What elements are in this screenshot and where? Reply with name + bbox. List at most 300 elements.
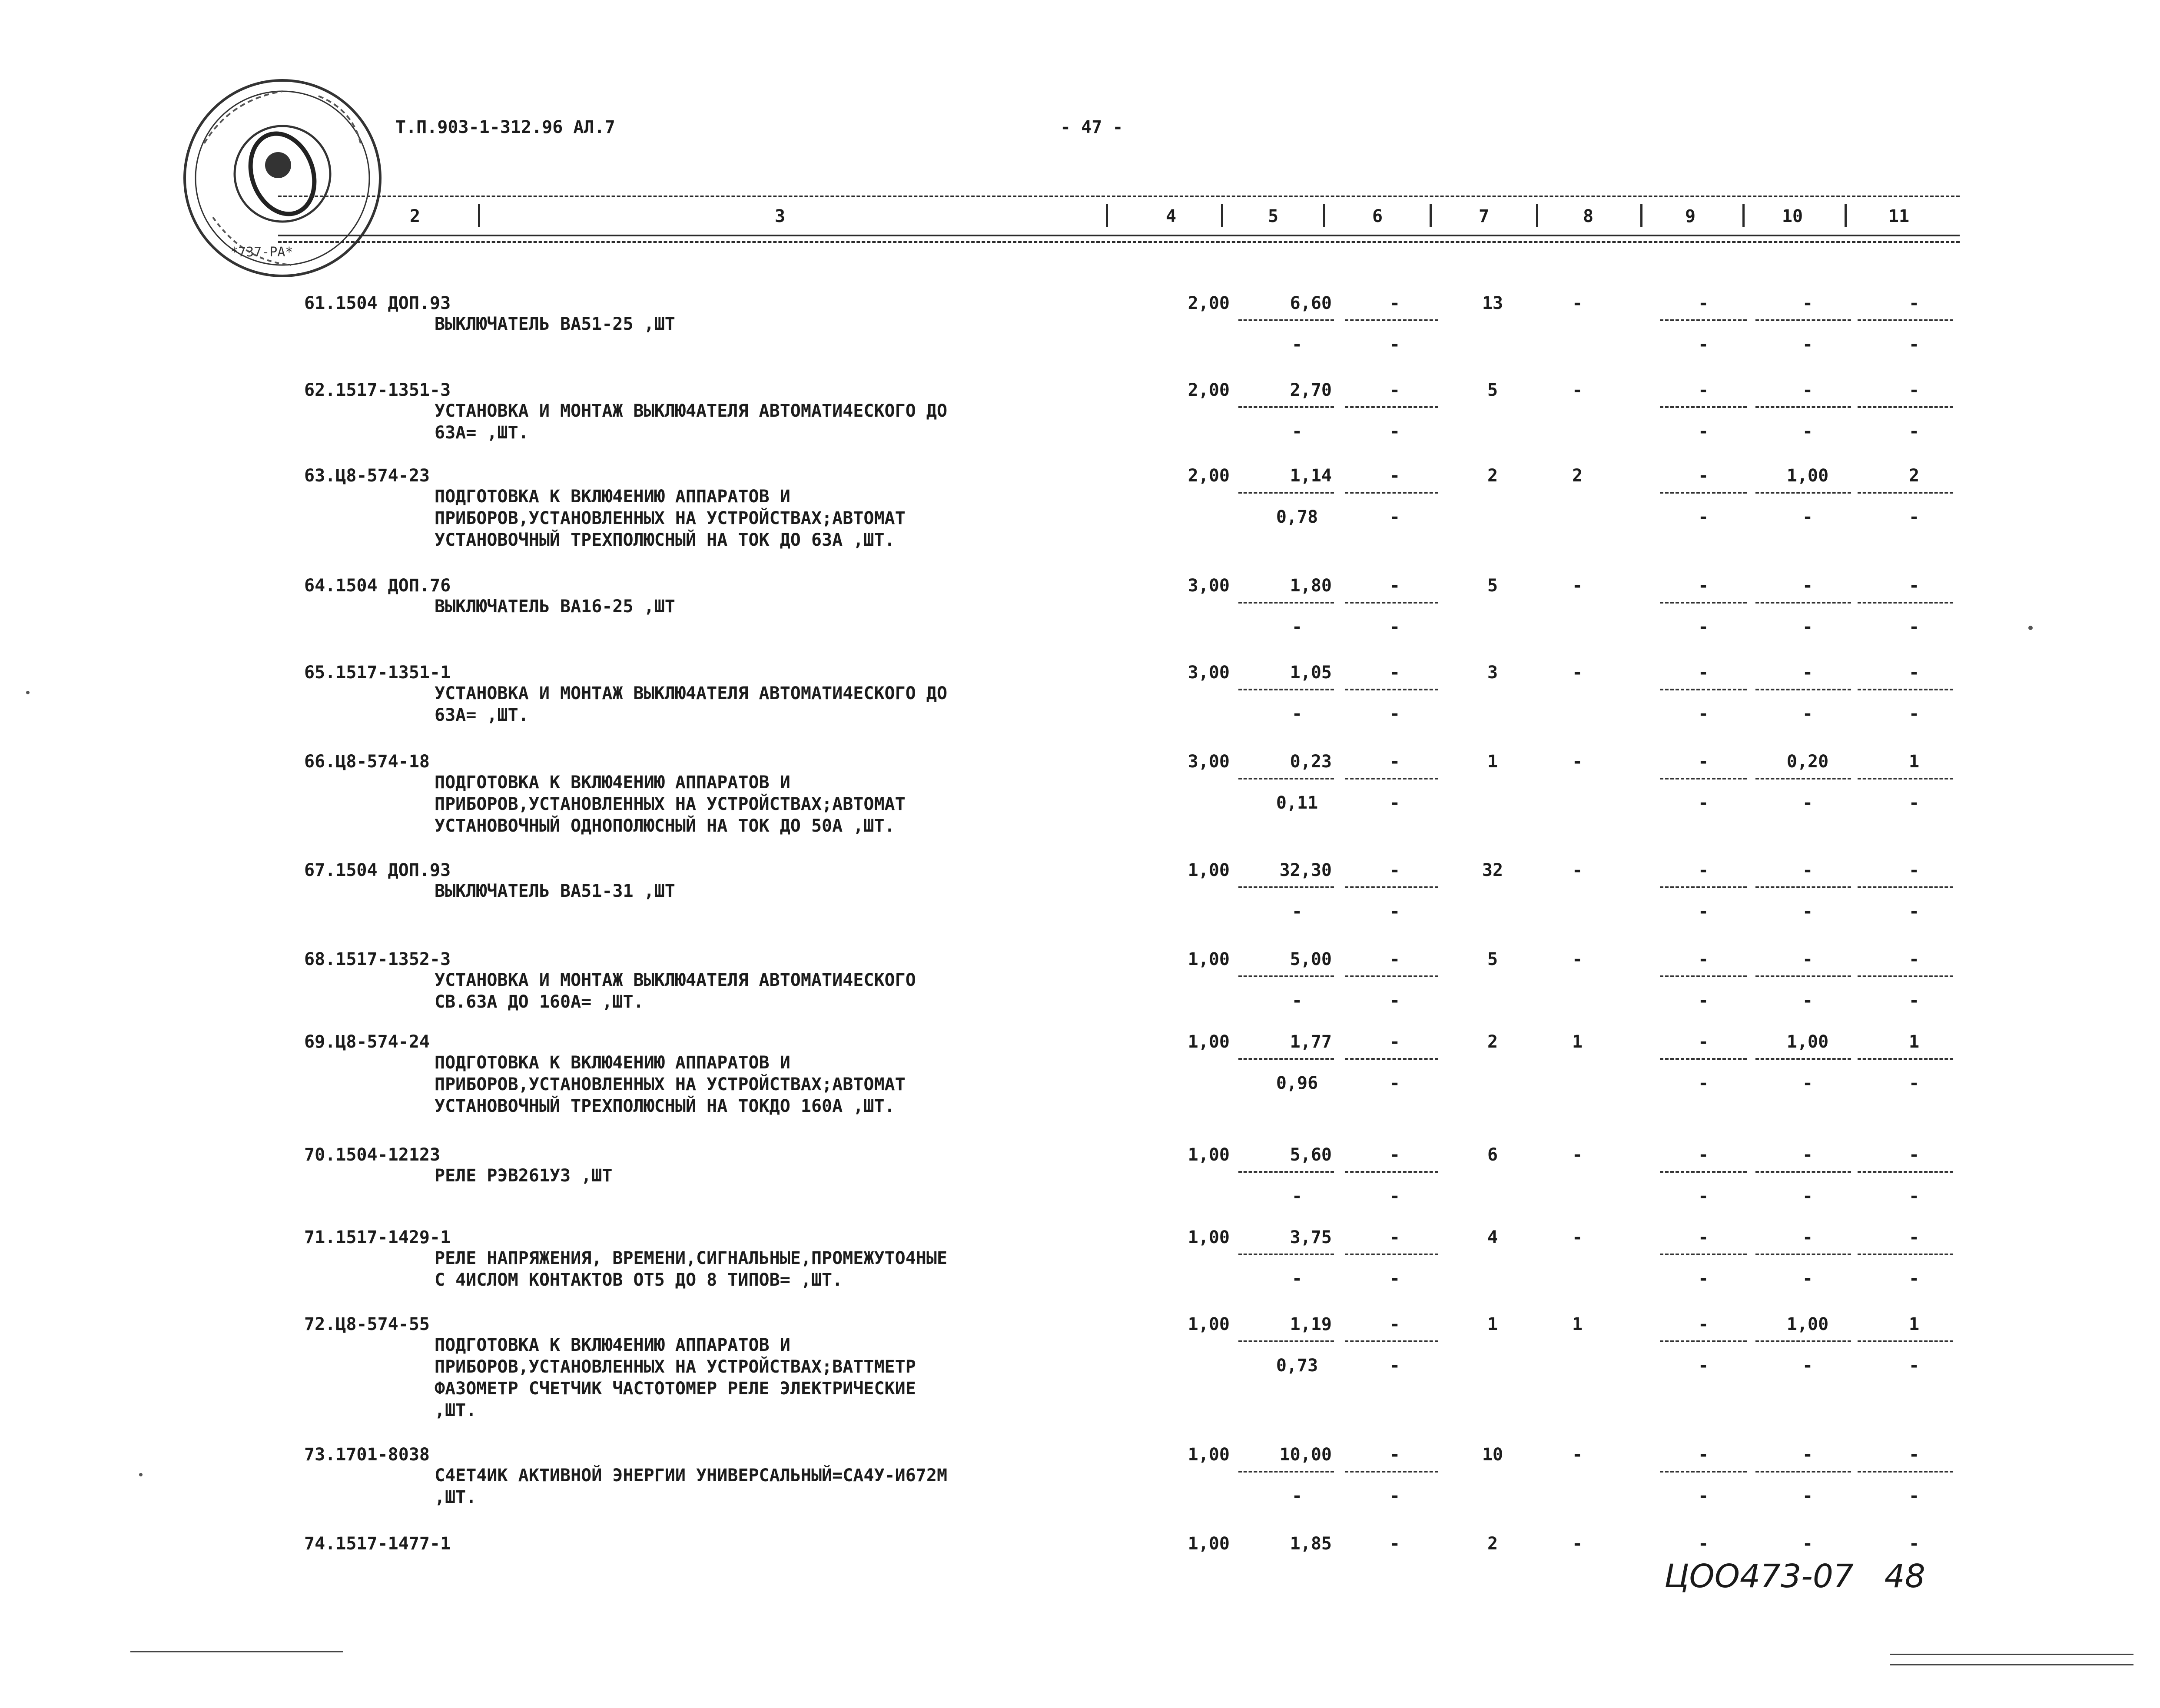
fraction-line bbox=[1238, 406, 1334, 408]
column-header-8: 8 bbox=[1583, 206, 1594, 226]
cell-col-6-top: - bbox=[1389, 380, 1400, 400]
cell-col-4: 1,00 bbox=[1188, 1145, 1230, 1165]
description-line: УСТАНОВКА И МОНТАЖ ВЫКЛЮ4АТЕЛЯ АВТОМАТИ4ЕСКОГО bbox=[435, 970, 916, 990]
column-separator bbox=[1430, 204, 1432, 227]
fraction-line bbox=[1345, 886, 1438, 888]
cell-col-11-bottom: - bbox=[1908, 793, 1920, 813]
cell-col-9-top: - bbox=[1698, 663, 1709, 683]
description-line: 63А= ,ШТ. bbox=[435, 705, 529, 725]
column-separator bbox=[1536, 204, 1538, 227]
cell-col-8: 1 bbox=[1572, 1314, 1583, 1334]
handwritten-archive-number: ЦОО473-07 48 bbox=[1664, 1558, 1925, 1595]
cell-col-6-top: - bbox=[1389, 1314, 1400, 1334]
item-code: 72.Ц8-574-55 bbox=[304, 1314, 430, 1334]
fraction-line bbox=[1660, 1171, 1747, 1173]
cell-col-6-top: - bbox=[1389, 752, 1400, 772]
fraction-line bbox=[1238, 975, 1334, 977]
cell-col-11-top: 1 bbox=[1908, 752, 1920, 772]
item-description bbox=[435, 880, 675, 902]
cell-col-9-top: - bbox=[1698, 293, 1709, 313]
item-description bbox=[435, 486, 906, 551]
cell-col-5-top: 1,14 bbox=[1290, 466, 1332, 486]
page-number: - 47 - bbox=[1060, 117, 1123, 137]
cell-col-4: 1,00 bbox=[1188, 1445, 1230, 1465]
cell-col-11-bottom: - bbox=[1908, 991, 1920, 1011]
cell-col-6-top: - bbox=[1389, 1534, 1400, 1554]
cell-col-11-bottom: - bbox=[1908, 1073, 1920, 1093]
cell-col-4: 1,00 bbox=[1188, 1032, 1230, 1052]
description-line: ПРИБОРОВ,УСТАНОВЛЕННЫХ НА УСТРОЙСТВАХ;АВТОМАТ bbox=[435, 508, 906, 528]
cell-col-6-top: - bbox=[1389, 860, 1400, 880]
item-description bbox=[435, 313, 675, 335]
description-line: ВЫКЛЮЧАТЕЛЬ ВА16-25 ,ШТ bbox=[435, 597, 675, 617]
column-separator bbox=[1640, 204, 1642, 227]
cell-col-9-top: - bbox=[1698, 576, 1709, 596]
cell-col-11-top: 2 bbox=[1908, 466, 1920, 486]
fraction-line bbox=[1858, 886, 1953, 888]
description-line: УСТАНОВОЧНЫЙ ТРЕХПОЛЮСНЫЙ НА ТОКДО 160А ,ШТ. bbox=[435, 1096, 895, 1116]
cell-col-11-top: - bbox=[1908, 1445, 1920, 1465]
fraction-line bbox=[1755, 406, 1851, 408]
cell-col-5-top: 1,85 bbox=[1290, 1534, 1332, 1554]
item-code: 74.1517-1477-1 bbox=[304, 1534, 451, 1554]
cell-col-9-bottom: - bbox=[1698, 507, 1709, 527]
cell-col-7: 10 bbox=[1482, 1445, 1503, 1465]
fraction-line bbox=[1660, 492, 1747, 494]
fraction-line bbox=[1660, 1254, 1747, 1255]
cell-col-6-bottom: - bbox=[1389, 421, 1400, 441]
cell-col-5-top: 0,23 bbox=[1290, 752, 1332, 772]
cell-col-10-top: - bbox=[1802, 576, 1813, 596]
description-line: 63А= ,ШТ. bbox=[435, 423, 529, 443]
cell-col-7: 4 bbox=[1487, 1227, 1498, 1247]
cell-col-5-bottom: 0,78 bbox=[1276, 507, 1318, 527]
cell-col-8: - bbox=[1572, 293, 1583, 313]
cell-col-9-top: - bbox=[1698, 860, 1709, 880]
fraction-line bbox=[1660, 602, 1747, 604]
cell-col-7: 13 bbox=[1482, 293, 1503, 313]
cell-col-9-bottom: - bbox=[1698, 793, 1709, 813]
cell-col-11-top: - bbox=[1908, 949, 1920, 969]
cell-col-11-top: 1 bbox=[1908, 1032, 1920, 1052]
fraction-line bbox=[1858, 1254, 1953, 1255]
description-line: ФАЗОМЕТР СЧЕТЧИК ЧАСТОТОМЕР РЕЛЕ ЭЛЕКТРИЧЕСКИЕ bbox=[435, 1379, 916, 1399]
description-line: ,ШТ. bbox=[435, 1400, 477, 1420]
description-line: УСТАНОВОЧНЫЙ ОДНОПОЛЮСНЫЙ НА ТОК ДО 50А ,ШТ. bbox=[435, 816, 895, 836]
cell-col-10-top: - bbox=[1802, 663, 1813, 683]
cell-col-6-top: - bbox=[1389, 949, 1400, 969]
item-description bbox=[435, 1465, 947, 1508]
scan-speck bbox=[2028, 626, 2033, 630]
cell-col-5-top: 1,19 bbox=[1290, 1314, 1332, 1334]
scan-line bbox=[1890, 1654, 2133, 1655]
description-line: ,ШТ. bbox=[435, 1487, 477, 1507]
item-description bbox=[435, 1052, 906, 1117]
cell-col-10-bottom: - bbox=[1802, 991, 1813, 1011]
fraction-line bbox=[1858, 602, 1953, 604]
cell-col-7: 2 bbox=[1487, 466, 1498, 486]
cell-col-7: 2 bbox=[1487, 1032, 1498, 1052]
item-code: 64.1504 ДОП.76 bbox=[304, 576, 451, 596]
cell-col-10-bottom: - bbox=[1802, 617, 1813, 637]
cell-col-9-top: - bbox=[1698, 1032, 1709, 1052]
cell-col-9-top: - bbox=[1698, 1314, 1709, 1334]
cell-col-5-top: 6,60 bbox=[1290, 293, 1332, 313]
cell-col-11-top: - bbox=[1908, 1534, 1920, 1554]
cell-col-6-bottom: - bbox=[1389, 793, 1400, 813]
cell-col-4: 2,00 bbox=[1188, 293, 1230, 313]
cell-col-11-bottom: - bbox=[1908, 1356, 1920, 1376]
description-line: ВЫКЛЮЧАТЕЛЬ ВА51-31 ,ШТ bbox=[435, 881, 675, 901]
cell-col-11-bottom: - bbox=[1908, 704, 1920, 724]
svg-text:*737-РА*: *737-РА* bbox=[230, 245, 293, 260]
cell-col-6-top: - bbox=[1389, 1032, 1400, 1052]
cell-col-4: 1,00 bbox=[1188, 1534, 1230, 1554]
cell-col-10-bottom: - bbox=[1802, 793, 1813, 813]
column-header-2: 2 bbox=[409, 206, 421, 226]
fraction-line bbox=[1755, 492, 1851, 494]
column-separator bbox=[1106, 204, 1108, 227]
cell-col-8: - bbox=[1572, 1445, 1583, 1465]
description-line: ПОДГОТОВКА К ВКЛЮ4ЕНИЮ АППАРАТОВ И bbox=[435, 1053, 790, 1073]
cell-col-5-top: 2,70 bbox=[1290, 380, 1332, 400]
fraction-line bbox=[1238, 689, 1334, 690]
cell-col-5-top: 1,05 bbox=[1290, 663, 1332, 683]
fraction-line bbox=[1858, 1340, 1953, 1342]
cell-col-10-top: 0,20 bbox=[1786, 752, 1829, 772]
cell-col-10-top: - bbox=[1802, 380, 1813, 400]
cell-col-6-bottom: - bbox=[1389, 335, 1400, 355]
cell-col-10-bottom: - bbox=[1802, 1186, 1813, 1206]
fraction-line bbox=[1345, 1171, 1438, 1173]
cell-col-7: 3 bbox=[1487, 663, 1498, 683]
cell-col-4: 3,00 bbox=[1188, 663, 1230, 683]
cell-col-10-top: - bbox=[1802, 293, 1813, 313]
fraction-line bbox=[1660, 1058, 1747, 1060]
cell-col-10-top: - bbox=[1802, 1227, 1813, 1247]
cell-col-5-bottom: - bbox=[1291, 1486, 1303, 1506]
round-stamp-icon bbox=[178, 74, 387, 282]
cell-col-8: - bbox=[1572, 576, 1583, 596]
cell-col-4: 1,00 bbox=[1188, 949, 1230, 969]
cell-col-10-bottom: - bbox=[1802, 704, 1813, 724]
column-separator bbox=[1323, 204, 1325, 227]
cell-col-10-bottom: - bbox=[1802, 1486, 1813, 1506]
cell-col-11-bottom: - bbox=[1908, 1486, 1920, 1506]
cell-col-7: 1 bbox=[1487, 1314, 1498, 1334]
document-reference: Т.П.903-1-312.96 АЛ.7 bbox=[395, 117, 615, 137]
fraction-line bbox=[1345, 778, 1438, 779]
cell-col-10-bottom: - bbox=[1802, 1073, 1813, 1093]
cell-col-9-top: - bbox=[1698, 1534, 1709, 1554]
cell-col-5-top: 32,30 bbox=[1279, 860, 1332, 880]
cell-col-11-top: 1 bbox=[1908, 1314, 1920, 1334]
item-description bbox=[435, 1247, 947, 1291]
cell-col-5-top: 10,00 bbox=[1279, 1445, 1332, 1465]
cell-col-4: 1,00 bbox=[1188, 860, 1230, 880]
item-code: 63.Ц8-574-23 bbox=[304, 466, 430, 486]
description-line: ПОДГОТОВКА К ВКЛЮ4ЕНИЮ АППАРАТОВ И bbox=[435, 1335, 790, 1355]
cell-col-11-bottom: - bbox=[1908, 335, 1920, 355]
cell-col-10-top: - bbox=[1802, 860, 1813, 880]
description-line: УСТАНОВКА И МОНТАЖ ВЫКЛЮ4АТЕЛЯ АВТОМАТИ4ЕСКОГО ДО bbox=[435, 401, 948, 421]
cell-col-11-top: - bbox=[1908, 576, 1920, 596]
cell-col-5-bottom: - bbox=[1291, 1186, 1303, 1206]
fraction-line bbox=[1858, 1171, 1953, 1173]
cell-col-6-bottom: - bbox=[1389, 1356, 1400, 1376]
description-line: ПОДГОТОВКА К ВКЛЮ4ЕНИЮ АППАРАТОВ И bbox=[435, 773, 790, 793]
item-code: 73.1701-8038 bbox=[304, 1445, 430, 1465]
cell-col-11-bottom: - bbox=[1908, 617, 1920, 637]
item-description bbox=[435, 1165, 612, 1187]
item-code: 66.Ц8-574-18 bbox=[304, 752, 430, 772]
cell-col-9-top: - bbox=[1698, 466, 1709, 486]
fraction-line bbox=[1755, 1471, 1851, 1473]
item-code: 62.1517-1351-3 bbox=[304, 380, 451, 400]
fraction-line bbox=[1755, 975, 1851, 977]
cell-col-6-bottom: - bbox=[1389, 617, 1400, 637]
column-header-3: 3 bbox=[774, 206, 786, 226]
cell-col-9-bottom: - bbox=[1698, 1073, 1709, 1093]
scan-line bbox=[130, 1651, 343, 1652]
column-header-10: 10 bbox=[1782, 206, 1803, 226]
description-line: ПРИБОРОВ,УСТАНОВЛЕННЫХ НА УСТРОЙСТВАХ;АВТОМАТ bbox=[435, 794, 906, 814]
cell-col-6-top: - bbox=[1389, 1227, 1400, 1247]
fraction-line bbox=[1858, 406, 1953, 408]
cell-col-9-top: - bbox=[1698, 1445, 1709, 1465]
cell-col-5-bottom: - bbox=[1291, 421, 1303, 441]
cell-col-7: 1 bbox=[1487, 752, 1498, 772]
fraction-line bbox=[1238, 1254, 1334, 1255]
fraction-line bbox=[1345, 602, 1438, 604]
cell-col-8: - bbox=[1572, 949, 1583, 969]
cell-col-10-bottom: - bbox=[1802, 421, 1813, 441]
column-header-7: 7 bbox=[1478, 206, 1490, 226]
cell-col-10-bottom: - bbox=[1802, 507, 1813, 527]
cell-col-11-top: - bbox=[1908, 860, 1920, 880]
cell-col-5-bottom: - bbox=[1291, 704, 1303, 724]
cell-col-5-bottom: - bbox=[1291, 335, 1303, 355]
fraction-line bbox=[1660, 319, 1747, 321]
cell-col-5-bottom: - bbox=[1291, 617, 1303, 637]
fraction-line bbox=[1345, 1254, 1438, 1255]
cell-col-11-top: - bbox=[1908, 293, 1920, 313]
fraction-line bbox=[1858, 1471, 1953, 1473]
cell-col-8: - bbox=[1572, 1227, 1583, 1247]
cell-col-7: 6 bbox=[1487, 1145, 1498, 1165]
cell-col-8: - bbox=[1572, 752, 1583, 772]
fraction-line bbox=[1238, 1340, 1334, 1342]
cell-col-9-top: - bbox=[1698, 1145, 1709, 1165]
cell-col-6-top: - bbox=[1389, 663, 1400, 683]
cell-col-10-top: - bbox=[1802, 1145, 1813, 1165]
fraction-line bbox=[1660, 1340, 1747, 1342]
fraction-line bbox=[1755, 1171, 1851, 1173]
cell-col-5-bottom: 0,96 bbox=[1276, 1073, 1318, 1093]
cell-col-4: 2,00 bbox=[1188, 380, 1230, 400]
cell-col-9-bottom: - bbox=[1698, 1356, 1709, 1376]
cell-col-11-bottom: - bbox=[1908, 1186, 1920, 1206]
cell-col-11-bottom: - bbox=[1908, 507, 1920, 527]
description-line: СВ.63А ДО 160А= ,ШТ. bbox=[435, 992, 644, 1012]
cell-col-7: 5 bbox=[1487, 576, 1498, 596]
description-line: РЕЛЕ РЭВ261У3 ,ШТ bbox=[435, 1166, 613, 1186]
header-rule-bottom bbox=[278, 235, 1960, 236]
cell-col-10-bottom: - bbox=[1802, 335, 1813, 355]
cell-col-5-top: 3,75 bbox=[1290, 1227, 1332, 1247]
cell-col-9-top: - bbox=[1698, 1227, 1709, 1247]
fraction-line bbox=[1345, 1058, 1438, 1060]
description-line: ПОДГОТОВКА К ВКЛЮ4ЕНИЮ АППАРАТОВ И bbox=[435, 487, 790, 507]
fraction-line bbox=[1858, 689, 1953, 690]
cell-col-10-top: - bbox=[1802, 949, 1813, 969]
cell-col-8: - bbox=[1572, 1534, 1583, 1554]
fraction-line bbox=[1755, 319, 1851, 321]
fraction-line bbox=[1238, 602, 1334, 604]
header-rule-top bbox=[278, 196, 1960, 197]
fraction-line bbox=[1858, 319, 1953, 321]
item-description bbox=[435, 1334, 916, 1421]
column-separator bbox=[1845, 204, 1847, 227]
cell-col-8: - bbox=[1572, 860, 1583, 880]
cell-col-6-bottom: - bbox=[1389, 1486, 1400, 1506]
cell-col-10-bottom: - bbox=[1802, 1269, 1813, 1289]
cell-col-9-bottom: - bbox=[1698, 421, 1709, 441]
cell-col-6-bottom: - bbox=[1389, 1073, 1400, 1093]
cell-col-11-bottom: - bbox=[1908, 421, 1920, 441]
cell-col-6-top: - bbox=[1389, 466, 1400, 486]
fraction-line bbox=[1345, 319, 1438, 321]
cell-col-5-top: 1,80 bbox=[1290, 576, 1332, 596]
cell-col-9-bottom: - bbox=[1698, 1486, 1709, 1506]
cell-col-5-bottom: - bbox=[1291, 991, 1303, 1011]
item-code: 67.1504 ДОП.93 bbox=[304, 860, 451, 880]
fraction-line bbox=[1660, 406, 1747, 408]
fraction-line bbox=[1858, 1058, 1953, 1060]
fraction-line bbox=[1345, 1471, 1438, 1473]
fraction-line bbox=[1660, 689, 1747, 690]
item-description bbox=[435, 400, 947, 444]
scan-speck bbox=[26, 691, 30, 694]
item-code: 65.1517-1351-1 bbox=[304, 663, 451, 683]
cell-col-10-bottom: - bbox=[1802, 1356, 1813, 1376]
column-separator bbox=[1221, 204, 1223, 227]
fraction-line bbox=[1238, 1171, 1334, 1173]
fraction-line bbox=[1238, 492, 1334, 494]
cell-col-9-top: - bbox=[1698, 949, 1709, 969]
column-header-4: 4 bbox=[1165, 206, 1177, 226]
cell-col-11-bottom: - bbox=[1908, 1269, 1920, 1289]
fraction-line bbox=[1858, 975, 1953, 977]
fraction-line bbox=[1238, 1471, 1334, 1473]
item-code: 68.1517-1352-3 bbox=[304, 949, 451, 969]
cell-col-4: 1,00 bbox=[1188, 1314, 1230, 1334]
cell-col-9-bottom: - bbox=[1698, 617, 1709, 637]
fraction-line bbox=[1238, 778, 1334, 779]
fraction-line bbox=[1755, 886, 1851, 888]
column-separator bbox=[478, 204, 480, 227]
cell-col-11-top: - bbox=[1908, 663, 1920, 683]
fraction-line bbox=[1755, 1254, 1851, 1255]
cell-col-5-top: 1,77 bbox=[1290, 1032, 1332, 1052]
cell-col-5-top: 5,60 bbox=[1290, 1145, 1332, 1165]
cell-col-4: 1,00 bbox=[1188, 1227, 1230, 1247]
fraction-line bbox=[1755, 689, 1851, 690]
description-line: С 4ИСЛОМ КОНТАКТОВ ОТ5 ДО 8 ТИПОВ= ,ШТ. bbox=[435, 1270, 843, 1290]
cell-col-6-top: - bbox=[1389, 1445, 1400, 1465]
description-line: РЕЛЕ НАПРЯЖЕНИЯ, ВРЕМЕНИ,СИГНАЛЬНЫЕ,ПРОМЕЖУТО4НЫЕ bbox=[435, 1248, 948, 1268]
cell-col-6-top: - bbox=[1389, 1145, 1400, 1165]
scan-speck bbox=[139, 1473, 143, 1476]
item-code: 70.1504-12123 bbox=[304, 1145, 441, 1165]
fraction-line bbox=[1755, 602, 1851, 604]
description-line: ПРИБОРОВ,УСТАНОВЛЕННЫХ НА УСТРОЙСТВАХ;ВАТТМЕТР bbox=[435, 1357, 916, 1377]
item-description bbox=[435, 596, 675, 617]
cell-col-9-bottom: - bbox=[1698, 1269, 1709, 1289]
cell-col-6-bottom: - bbox=[1389, 1186, 1400, 1206]
cell-col-5-top: 5,00 bbox=[1290, 949, 1332, 969]
fraction-line bbox=[1238, 1058, 1334, 1060]
fraction-line bbox=[1660, 886, 1747, 888]
cell-col-9-top: - bbox=[1698, 380, 1709, 400]
cell-col-5-bottom: - bbox=[1291, 902, 1303, 922]
cell-col-10-top: - bbox=[1802, 1534, 1813, 1554]
cell-col-8: - bbox=[1572, 1145, 1583, 1165]
cell-col-5-bottom: - bbox=[1291, 1269, 1303, 1289]
cell-col-8: - bbox=[1572, 380, 1583, 400]
cell-col-11-top: - bbox=[1908, 1227, 1920, 1247]
description-line: ПРИБОРОВ,УСТАНОВЛЕННЫХ НА УСТРОЙСТВАХ;АВТОМАТ bbox=[435, 1075, 906, 1094]
fraction-line bbox=[1345, 975, 1438, 977]
cell-col-6-bottom: - bbox=[1389, 1269, 1400, 1289]
header-rule-bottom-2 bbox=[278, 241, 1960, 243]
item-code: 69.Ц8-574-24 bbox=[304, 1032, 430, 1052]
fraction-line bbox=[1345, 689, 1438, 690]
cell-col-8: 1 bbox=[1572, 1032, 1583, 1052]
cell-col-6-bottom: - bbox=[1389, 704, 1400, 724]
item-description bbox=[435, 969, 916, 1013]
cell-col-10-top: 1,00 bbox=[1786, 1314, 1829, 1334]
fraction-line bbox=[1345, 492, 1438, 494]
cell-col-5-bottom: 0,11 bbox=[1276, 793, 1318, 813]
cell-col-11-bottom: - bbox=[1908, 902, 1920, 922]
cell-col-9-bottom: - bbox=[1698, 1186, 1709, 1206]
cell-col-8: 2 bbox=[1572, 466, 1583, 486]
cell-col-8: - bbox=[1572, 663, 1583, 683]
cell-col-9-bottom: - bbox=[1698, 991, 1709, 1011]
fraction-line bbox=[1755, 1058, 1851, 1060]
fraction-line bbox=[1858, 492, 1953, 494]
description-line: УСТАНОВОЧНЫЙ ТРЕХПОЛЮСНЫЙ НА ТОК ДО 63А ,ШТ. bbox=[435, 530, 895, 550]
cell-col-4: 3,00 bbox=[1188, 576, 1230, 596]
cell-col-10-bottom: - bbox=[1802, 902, 1813, 922]
cell-col-4: 2,00 bbox=[1188, 466, 1230, 486]
cell-col-7: 5 bbox=[1487, 949, 1498, 969]
fraction-line bbox=[1660, 975, 1747, 977]
cell-col-6-bottom: - bbox=[1389, 507, 1400, 527]
cell-col-4: 3,00 bbox=[1188, 752, 1230, 772]
cell-col-6-bottom: - bbox=[1389, 902, 1400, 922]
column-header-5: 5 bbox=[1267, 206, 1279, 226]
cell-col-9-top: - bbox=[1698, 752, 1709, 772]
item-code: 71.1517-1429-1 bbox=[304, 1227, 451, 1247]
cell-col-7: 2 bbox=[1487, 1534, 1498, 1554]
description-line: С4ЕТ4ИК АКТИВНОЙ ЭНЕРГИИ УНИВЕРСАЛЬНЫЙ=СА4У-И672М bbox=[435, 1466, 948, 1486]
column-header-9: 9 bbox=[1685, 206, 1696, 226]
item-code: 61.1504 ДОП.93 bbox=[304, 293, 451, 313]
cell-col-9-bottom: - bbox=[1698, 335, 1709, 355]
cell-col-6-bottom: - bbox=[1389, 991, 1400, 1011]
